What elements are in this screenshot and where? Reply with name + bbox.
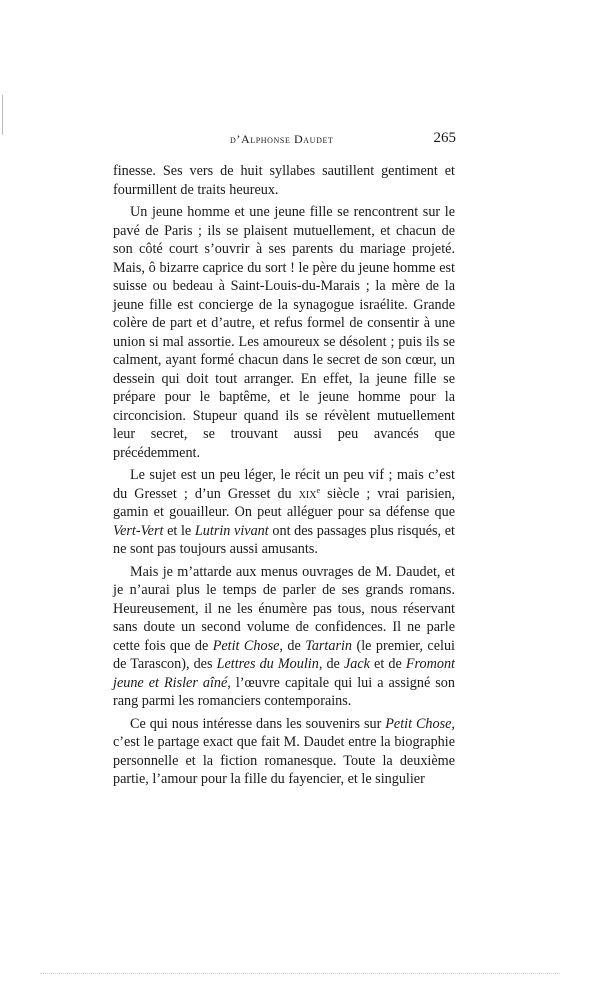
text-span: c’est le partage exact que fait M. Daudet entre la biographie personnelle et la fiction romanesque. Toute la deuxième partie, l’amour pour la fille du fayencier, et le singulier [113, 734, 455, 787]
text-span: et de [369, 656, 406, 672]
running-title: d’Alphonse Daudet [230, 132, 334, 146]
text-span: , de [318, 656, 344, 672]
text-span: (le premier, celui de Tarascon), des [113, 637, 455, 672]
paragraph-4 [113, 563, 455, 711]
paragraph-5 [113, 715, 455, 789]
page-edge-mark [2, 95, 3, 135]
italic-title: Lutrin vivant [194, 522, 269, 539]
century-numeral: xix [298, 485, 317, 502]
page-bottom-marks [40, 973, 560, 975]
text-span: Mais je m’attarde aux menus ouvrages de M. Daudet, et je n’aurai plus le temps de parler de ses grands romans. Heureusement, il ne les énumère pas tous, nous réservant sans doute un second volume de confidences. Il ne parle cette fois que de [113, 563, 455, 654]
superscript: e [316, 485, 321, 495]
italic-title: Lettres du Moulin [216, 656, 319, 672]
paragraph-3 [113, 466, 455, 559]
italic-title: Petit Chose, [385, 715, 455, 732]
paragraph-1: finesse. Ses vers de huit syllabes sautillent gentiment et fourmillent de traits heureux. [113, 163, 455, 198]
italic-title: Jack [343, 656, 370, 672]
text-span: Le sujet est un peu léger, le récit un peu vif ; mais c’est du Gresset ; d’un Gresset du [113, 467, 455, 502]
body-text [113, 162, 455, 789]
italic-title: Fromont jeune et Risler aîné [113, 656, 455, 691]
italic-title: Petit Chose [212, 637, 280, 654]
text-span: siècle ; vrai parisien, gamin et gouailleur. On peut alléguer pour sa défense que [113, 485, 455, 520]
text-span: , de [279, 637, 306, 654]
text-span: ont des passages plus risqués, et ne sont pas toujours aussi amusants. [113, 522, 455, 557]
text-span: Ce qui nous intéresse dans les souvenirs sur [130, 715, 386, 732]
italic-title: Tartarin [305, 637, 353, 654]
paragraph-2: Un jeune homme et une jeune fille se rencontrent sur le pavé de Paris ; ils se plaisent mutuellement, et chacun de son côté court s’ouvrir à ses parents du mariage projeté. Mais, ô bizarre caprice du sort ! le père du jeune homme est suisse ou bedeau à Saint-Louis-du-Marais ; la mère de la jeune fille est concierge de la synagogue israélite. Grande colère de part et d’autre, et refus formel de consentir à une union si mal assortie. Les amoureux se désolent ; puis ils se calment, ayant formé chacun dans le secret de son cœur, un dessein qui doit tout arranger. En effet, la jeune fille se prépare pour le baptême, et le jeune homme pour la circoncision. Stupeur quand ils se révèlent mutuellement leur secret, se trouvant aussi peu avancés que précédemment. [113, 204, 455, 461]
text-span: et le [163, 522, 195, 539]
text-span: , l’œuvre capitale qui lui a assigné son rang parmi les romanciers contemporains. [113, 674, 455, 709]
page-number: 265 [433, 130, 456, 146]
page-header [112, 132, 456, 154]
italic-title: Vert-Vert [113, 522, 164, 539]
